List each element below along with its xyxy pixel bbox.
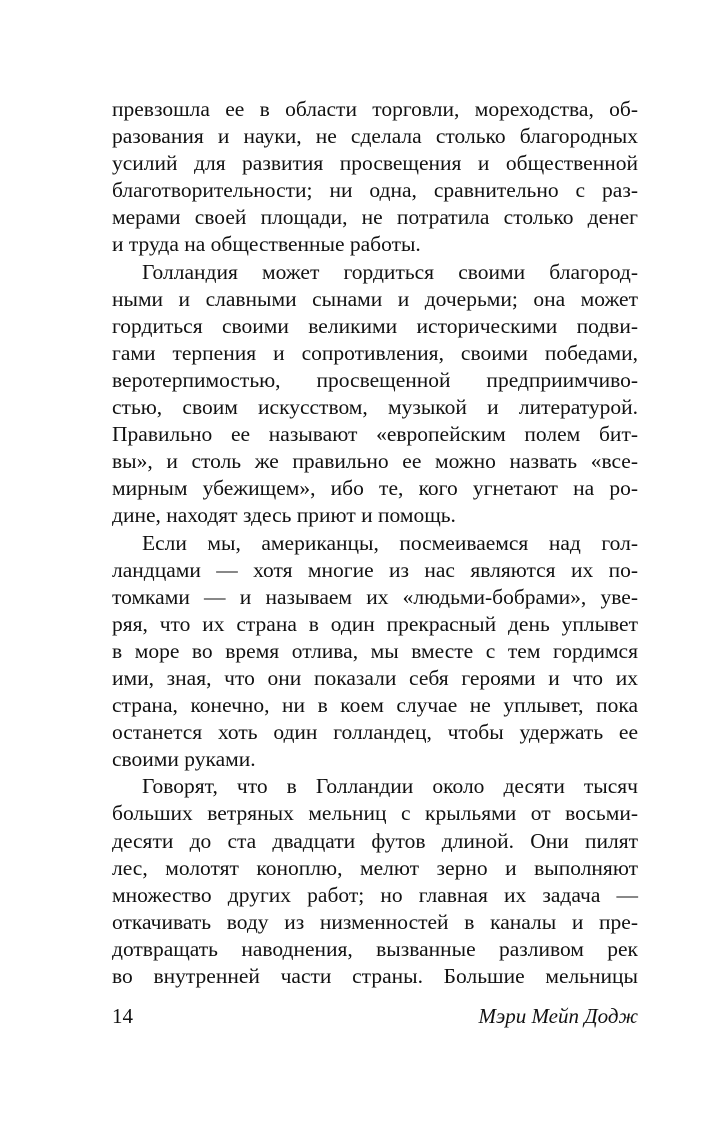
text-line: десяти до ста двадцати футов длиной. Они пилят [112, 828, 638, 853]
text-line: в море во время отлива, мы вместе с тем гордимся [112, 638, 638, 663]
text-line: множество других работ; но главная их задача — [112, 882, 638, 907]
text-line: веротерпимостью, просвещенной предприимчиво- [112, 367, 638, 392]
text-line: Говорят, что в Голландии около десяти тысяч [142, 774, 638, 799]
text-line: Правильно ее называют «европейским полем бит- [112, 422, 638, 447]
running-title: Мэри Мейп Додж [478, 1004, 638, 1028]
text-line: и труда на общественные работы. [112, 232, 421, 257]
text-line: гордиться своими великими историческими подви- [112, 313, 638, 338]
text-line: больших ветряных мельниц с крыльями от восьми- [112, 801, 638, 826]
text-line: своими руками. [112, 747, 256, 772]
paragraph-3 [112, 530, 638, 774]
page-footer [112, 1002, 638, 1030]
text-line: Голландия может гордиться своими благород- [142, 259, 638, 284]
text-line: ряя, что их страна в один прекрасный день уплывет [112, 611, 638, 636]
text-line: останется хоть один голландец, чтобы удержать ее [112, 720, 638, 745]
text-line: ими, зная, что они показали себя героями и что их [112, 665, 638, 690]
text-line: откачивать воду из низменностей в каналы и пре- [112, 909, 638, 934]
text-line: гами терпения и сопротивления, своими победами, [112, 340, 638, 365]
paragraph-4 [112, 773, 638, 990]
text-line: ными и славными сынами и дочерьми; она может [112, 286, 638, 311]
page-body [112, 96, 638, 990]
text-line: дотвращать наводнения, вызванные разливом рек [112, 936, 638, 961]
text-line: лес, молотят коноплю, мелют зерно и выполняют [112, 855, 638, 880]
text-line: мирным убежищем», ибо те, кого угнетают на ро- [112, 476, 638, 501]
page-number: 14 [112, 1004, 133, 1028]
text-line: стью, своим искусством, музыкой и литературой. [112, 395, 638, 420]
paragraph-1 [112, 96, 638, 259]
paragraph-2 [112, 259, 638, 530]
text-line: вы», и столь же правильно ее можно назвать «все- [112, 449, 638, 474]
text-line: томками — и называем их «людьми-бобрами», уве- [112, 584, 638, 609]
text-line: Если мы, американцы, посмеиваемся над гол- [142, 530, 638, 555]
text-line: ландцами — хотя многие из нас являются их по- [112, 557, 638, 582]
text-line: мерами своей площади, не потратила столько денег [112, 205, 638, 230]
text-line: усилий для развития просвещения и общественной [112, 151, 638, 176]
text-line: благотворительности; ни одна, сравнительно с раз- [112, 178, 638, 203]
text-line: во внутренней части страны. Большие мельницы [112, 964, 638, 988]
text-line: разования и науки, не сделала столько благородных [112, 124, 638, 149]
text-line: страна, конечно, ни в коем случае не уплывет, пока [112, 693, 638, 718]
text-line: превзошла ее в области торговли, мореходства, об- [112, 97, 638, 121]
text-line: дине, находят здесь приют и помощь. [112, 503, 456, 528]
